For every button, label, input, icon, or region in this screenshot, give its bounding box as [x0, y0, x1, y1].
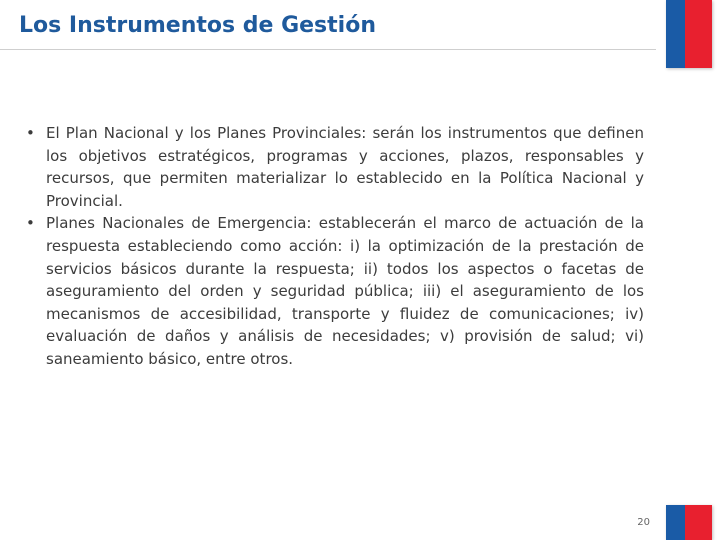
flag-red-stripe [685, 505, 712, 540]
title-divider [0, 49, 656, 50]
page-number: 20 [637, 517, 650, 528]
flag-emblem-bottom [666, 505, 712, 540]
bullet-icon: • [26, 124, 35, 142]
slide-title: Los Instrumentos de Gestión [19, 13, 376, 38]
list-item [26, 122, 644, 212]
list-item [26, 212, 644, 370]
flag-red-stripe [685, 0, 712, 68]
bullet-text: El Plan Nacional y los Planes Provinciales: serán los instrumentos que definen los objetivos estratégicos, programas y acciones, plazos, responsables y recursos, que permiten materializar lo establecido en la Política Nacional y Provincial. [46, 124, 644, 210]
flag-blue-stripe [666, 0, 685, 68]
flag-blue-stripe [666, 505, 685, 540]
bullet-text: Planes Nacionales de Emergencia: establecerán el marco de actuación de la respuesta estableciendo como acción: i) la optimización de la prestación de servicios básicos durante la respuesta; ii) todos los aspectos o facetas de aseguramiento del orden y seguridad pública; iii) el aseguramiento de los mecanismos de accesibilidad, transporte y fluidez de comunicaciones; iv) evaluación de daños y análisis de necesidades; v) provisión de salud; vi) saneamiento básico, entre otros. [46, 214, 644, 368]
flag-emblem-top [666, 0, 712, 68]
bullet-icon: • [26, 214, 35, 233]
slide-body [26, 122, 644, 371]
bullet-list [26, 122, 644, 371]
